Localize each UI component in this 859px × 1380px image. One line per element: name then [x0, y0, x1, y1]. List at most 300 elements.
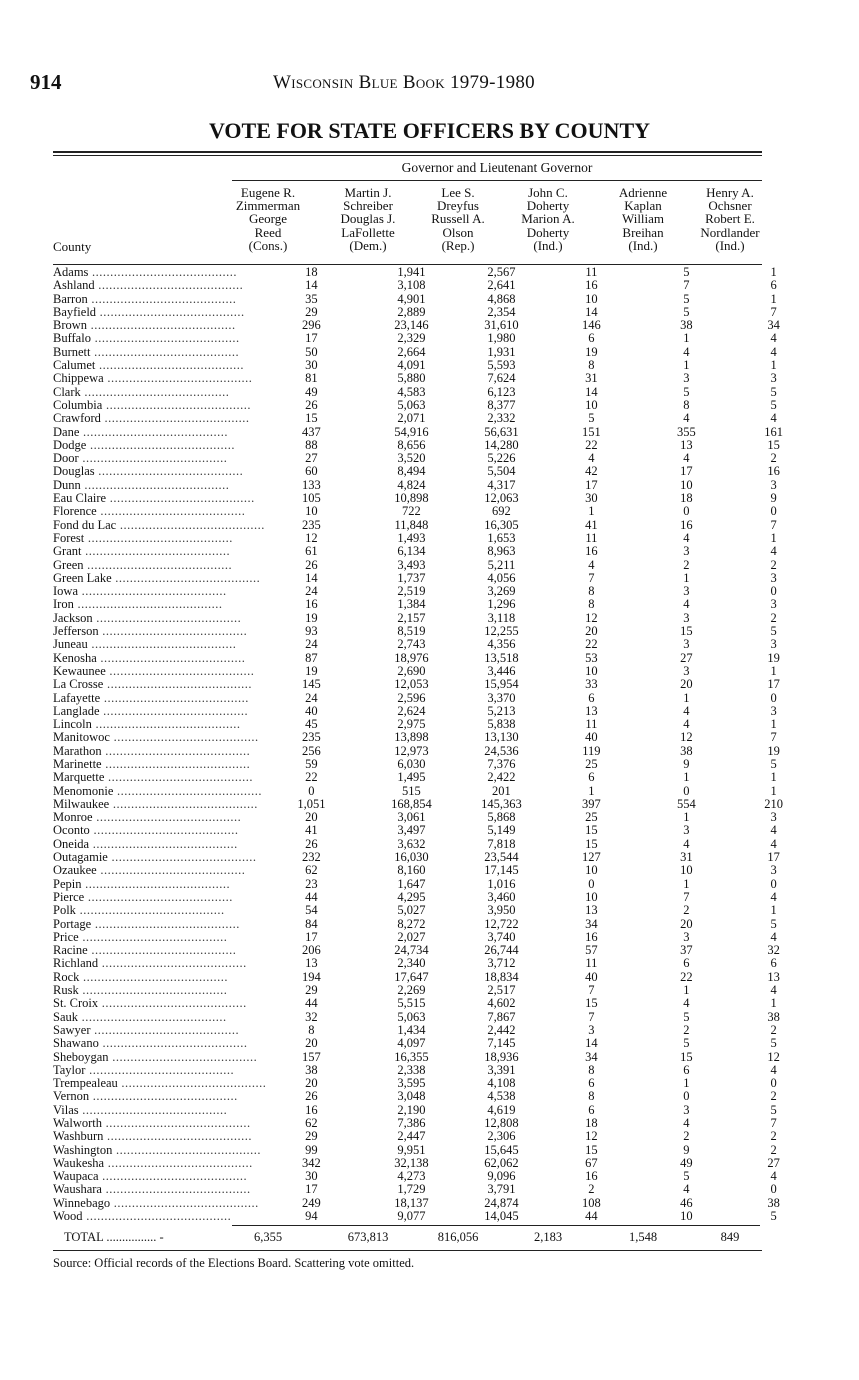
leader-dots: ........................................ [82, 1210, 232, 1224]
vote-cell: 31,610 [484, 319, 519, 333]
vote-cell: 3,632 [397, 837, 426, 851]
county-name: Waukesha [53, 1156, 105, 1170]
leader-dots: ........................................ [98, 957, 247, 971]
vote-cell: 3 [683, 585, 690, 599]
leader-dots: ........................................ [108, 1050, 258, 1064]
county-name: Price [53, 930, 79, 944]
vote-cell: 16 [305, 598, 318, 612]
vote-cell: 6,134 [397, 545, 426, 559]
county-name: Dodge [53, 438, 87, 452]
county-name: Columbia [53, 398, 103, 412]
vote-cell: 3 [770, 372, 777, 386]
county-cell [53, 293, 266, 306]
vote-cell: 119 [582, 744, 601, 758]
vote-cell: 2,338 [397, 1063, 426, 1077]
table-row [53, 612, 813, 625]
vote-cell: 4 [683, 1183, 690, 1197]
county-name: Pierce [53, 890, 85, 904]
county-cell [53, 1090, 266, 1103]
vote-cell: 6 [588, 691, 595, 705]
vote-cell: 16 [585, 930, 598, 944]
total-value: 2,183 [533, 1230, 563, 1244]
vote-cell: 20 [680, 917, 693, 931]
vote-cell: 16 [585, 1170, 598, 1184]
table-row [53, 1157, 813, 1170]
vote-cell: 4 [770, 412, 777, 426]
vote-cell: 2,340 [397, 957, 426, 971]
leader-dots: ........................................ [99, 704, 249, 718]
total-value: 6,355 [253, 1230, 283, 1244]
table-row [53, 785, 813, 798]
vote-cell: 692 [492, 505, 511, 519]
vote-cell: 26,744 [484, 944, 519, 958]
vote-cell: 53 [585, 651, 598, 665]
table-row [53, 293, 813, 306]
vote-cell: 15 [305, 412, 318, 426]
table-row [53, 678, 813, 691]
leader-dots: ........................................ [88, 266, 238, 279]
vote-cell: 20 [305, 811, 318, 825]
vote-cell: 8,519 [397, 625, 426, 639]
column-header-line: Lee S. [441, 185, 475, 200]
vote-cell: 15 [585, 837, 598, 851]
column-header-line: Kaplan [624, 198, 662, 214]
table-row [53, 572, 813, 585]
table-row [53, 386, 813, 399]
table-row [53, 1210, 813, 1223]
vote-cell: 15 [680, 625, 693, 639]
vote-cell: 5 [770, 1037, 777, 1051]
vote-cell: 7 [770, 1117, 777, 1130]
vote-cell: 3 [770, 864, 777, 878]
column-header [223, 186, 313, 252]
table-row [53, 372, 813, 385]
leader-dots: ........................................ [101, 757, 251, 771]
vote-cell: 10,898 [394, 492, 429, 506]
vote-cell: 3,791 [487, 1183, 516, 1197]
vote-cell: 5 [770, 398, 777, 412]
county-cell [53, 465, 266, 478]
county-cell [53, 559, 266, 572]
bottom-rule [53, 1250, 762, 1251]
county-name: Door [53, 452, 79, 466]
vote-cell: 249 [302, 1196, 321, 1210]
vote-cell: 3 [770, 478, 777, 492]
vote-cell: 6,123 [487, 385, 516, 399]
vote-cell: 7 [588, 1010, 595, 1024]
leader-dots: ........................................ [105, 664, 255, 678]
table-row [53, 279, 813, 292]
county-name: Sawyer [53, 1023, 91, 1037]
county-cell [53, 957, 266, 970]
county-name: Winnebago [53, 1196, 111, 1210]
vote-cell: 18 [680, 492, 693, 506]
county-name: Florence [53, 505, 97, 519]
column-header-line: (Ind.) [533, 237, 563, 253]
county-name: Marquette [53, 771, 105, 785]
table-row [53, 638, 813, 651]
vote-cell: 1 [770, 266, 777, 279]
vote-cell: 4,602 [487, 997, 516, 1011]
column-header-line: Adrienne [618, 185, 668, 200]
vote-cell: 20 [305, 1077, 318, 1091]
county-cell [53, 918, 266, 931]
vote-cell: 87 [305, 651, 318, 665]
leader-dots: ........................................ [90, 1023, 240, 1037]
vote-cell: 1 [683, 359, 690, 373]
vote-cell: 4,273 [397, 1170, 426, 1184]
vote-cell: 1,434 [397, 1023, 426, 1037]
vote-cell: 7,386 [397, 1117, 426, 1130]
county-cell [53, 572, 266, 585]
vote-cell: 16 [680, 518, 693, 532]
county-name: Juneau [53, 638, 88, 652]
vote-cell: 26 [305, 558, 318, 572]
vote-cell: 206 [302, 944, 321, 958]
county-name: Iowa [53, 585, 78, 599]
vote-cell: 5 [683, 385, 690, 399]
county-cell [53, 997, 266, 1010]
vote-cell: 2,354 [487, 305, 516, 319]
vote-cell: 2 [683, 558, 690, 572]
vote-cell: 3,497 [397, 824, 426, 838]
vote-cell: 27 [767, 1156, 780, 1170]
leader-dots: ........................................ [101, 1117, 251, 1130]
vote-cell: 4 [683, 452, 690, 466]
vote-cell: 3 [683, 664, 690, 678]
vote-cell: 14 [305, 279, 318, 293]
vote-cell: 22 [305, 771, 318, 785]
vote-cell: 12,973 [394, 744, 429, 758]
vote-cell: 29 [305, 1130, 318, 1144]
vote-cell: 10 [305, 505, 318, 519]
vote-cell: 14 [585, 385, 598, 399]
vote-cell: 5,213 [487, 704, 516, 718]
county-cell [53, 598, 266, 611]
leader-dots: ........................................ [117, 1077, 267, 1091]
leader-dots: ........................................ [95, 359, 244, 373]
vote-cell: 8 [588, 359, 595, 373]
vote-cell: 2 [770, 452, 777, 466]
county-name: Portage [53, 917, 92, 931]
county-name: Dunn [53, 478, 81, 492]
table-row [53, 652, 813, 665]
vote-cell: 12 [585, 611, 598, 625]
vote-cell: 105 [302, 492, 321, 506]
vote-cell: 4 [683, 1117, 690, 1130]
vote-cell: 8 [308, 1023, 315, 1037]
vote-cell: 24 [305, 638, 318, 652]
vote-cell: 12 [585, 1130, 598, 1144]
vote-cell: 35 [305, 292, 318, 306]
top-rule-2 [53, 155, 762, 156]
leader-dots: ........................................ [103, 372, 253, 386]
vote-cell: 11 [585, 957, 598, 971]
vote-cell: 554 [677, 797, 696, 811]
group-header: Governor and Lieutenant Governor [401, 160, 593, 175]
vote-cell: 5,063 [397, 1010, 426, 1024]
vote-cell: 3,712 [487, 957, 516, 971]
leader-dots: ........................................ [103, 1130, 252, 1144]
vote-cell: 6,030 [397, 757, 426, 771]
vote-cell: 7 [770, 305, 777, 319]
vote-cell: 133 [302, 478, 321, 492]
leader-dots: ........................................ [78, 984, 228, 998]
vote-cell: 5,211 [487, 558, 516, 572]
leader-dots: ........................................ [102, 398, 251, 412]
vote-cell: 54,916 [394, 425, 429, 439]
vote-cell: 13,518 [484, 651, 519, 665]
vote-cell: 5,593 [487, 359, 516, 373]
vote-cell: 3,118 [487, 611, 516, 625]
column-header-line: Olson [442, 224, 474, 240]
vote-cell: 18,976 [394, 651, 429, 665]
leader-dots: ........................................ [90, 345, 240, 359]
county-name: Polk [53, 904, 76, 918]
leader-dots: ........................................ [116, 518, 265, 532]
vote-cell: 50 [305, 345, 318, 359]
vote-cell: 7 [683, 279, 690, 293]
leader-dots: ........................................ [94, 465, 244, 479]
vote-cell: 2,624 [397, 704, 426, 718]
table-row [53, 439, 813, 452]
vote-cell: 16,030 [394, 851, 429, 865]
vote-cell: 8,656 [397, 438, 426, 452]
vote-cell: 4,538 [487, 1090, 516, 1104]
county-name: Ashland [53, 279, 95, 293]
vote-cell: 5 [770, 1103, 777, 1117]
vote-cell: 22 [585, 638, 598, 652]
county-name: Bayfield [53, 305, 97, 319]
table-row [53, 359, 813, 372]
leader-dots: ........................................ [84, 531, 233, 545]
vote-cell: 24,734 [394, 944, 429, 958]
table-row [53, 944, 813, 957]
leader-dots: ........................................ [78, 452, 228, 466]
vote-cell: 4,295 [397, 890, 426, 904]
vote-cell: 3,520 [397, 452, 426, 466]
county-name: Jackson [53, 611, 93, 625]
county-cell [53, 731, 266, 744]
county-cell [53, 771, 266, 784]
county-name: Brown [53, 319, 88, 333]
leader-dots: ........................................ [101, 744, 251, 758]
vote-cell: 93 [305, 625, 318, 639]
vote-cell: 23,146 [394, 319, 429, 333]
vote-cell: 17 [305, 332, 318, 346]
vote-cell: 5,515 [397, 997, 426, 1011]
vote-cell: 1,980 [487, 332, 516, 346]
county-cell [53, 505, 266, 518]
vote-cell: 0 [683, 505, 690, 519]
vote-cell: 24,536 [484, 744, 519, 758]
table-row [53, 838, 813, 851]
vote-cell: 6 [588, 1103, 595, 1117]
vote-cell: 19 [767, 744, 780, 758]
vote-cell: 5,149 [487, 824, 516, 838]
leader-dots: ........................................ [84, 890, 233, 904]
total-top-rule [232, 1225, 760, 1226]
vote-cell: 1,296 [487, 598, 516, 612]
county-cell [53, 878, 266, 891]
vote-cell: 127 [582, 851, 601, 865]
page-number: 914 [30, 70, 62, 94]
table-row [53, 585, 813, 598]
county-name: Walworth [53, 1117, 102, 1130]
table-row [53, 545, 813, 558]
vote-cell: 1 [770, 359, 777, 373]
vote-cell: 3,061 [397, 811, 426, 825]
vote-cell: 1 [588, 784, 595, 798]
vote-cell: 5 [770, 917, 777, 931]
vote-cell: 0 [770, 691, 777, 705]
vote-cell: 2 [683, 1023, 690, 1037]
county-name: Dane [53, 425, 80, 439]
county-cell [53, 306, 266, 319]
vote-cell: 14,280 [484, 438, 519, 452]
leader-dots: ........................................ [83, 558, 233, 572]
column-header [413, 186, 503, 252]
vote-cell: 9 [770, 492, 777, 506]
vote-cell: 1 [770, 904, 777, 918]
column-header [323, 186, 413, 252]
vote-cell: 4,056 [487, 571, 516, 585]
leader-dots: ........................................ [86, 438, 235, 452]
vote-cell: 3 [683, 372, 690, 386]
column-header [503, 186, 593, 252]
vote-cell: 3 [683, 638, 690, 652]
vote-cell: 18 [305, 266, 318, 279]
vote-cell: 2,190 [397, 1103, 426, 1117]
vote-cell: 62 [305, 864, 318, 878]
vote-cell: 7 [770, 518, 777, 532]
county-name: Marinette [53, 757, 102, 771]
vote-table-body [53, 266, 813, 1223]
leader-dots: ........................................ [101, 1183, 251, 1197]
table-row [53, 519, 813, 532]
county-cell [53, 678, 266, 691]
county-name: Buffalo [53, 332, 91, 346]
column-header-line: (Ind.) [715, 237, 745, 253]
county-cell [53, 386, 266, 399]
column-header-line: (Ind.) [628, 237, 658, 253]
vote-cell: 17 [585, 478, 598, 492]
vote-cell: 27 [680, 651, 693, 665]
county-name: Clark [53, 385, 81, 399]
table-row [53, 705, 813, 718]
leader-dots: ........................................ [113, 784, 263, 798]
vote-cell: 1 [770, 771, 777, 785]
column-header-line: LaFollette [341, 224, 395, 240]
vote-cell: 99 [305, 1143, 318, 1157]
vote-cell: 26 [305, 1090, 318, 1104]
vote-cell: 151 [582, 425, 601, 439]
county-name: Oconto [53, 824, 90, 838]
vote-cell: 14 [305, 571, 318, 585]
vote-cell: 161 [764, 425, 784, 439]
county-name: Langlade [53, 704, 100, 718]
column-header-line: Marion A. [521, 211, 575, 227]
leader-dots: ........................................ [110, 1196, 259, 1210]
vote-cell: 17 [767, 851, 780, 865]
table-row [53, 1117, 813, 1130]
vote-cell: 2,596 [397, 691, 426, 705]
vote-cell: 3,950 [487, 904, 516, 918]
county-cell [53, 346, 266, 359]
vote-cell: 3 [770, 598, 777, 612]
vote-cell: 15 [680, 1050, 693, 1064]
county-name: Lincoln [53, 718, 92, 732]
vote-cell: 17 [305, 930, 318, 944]
vote-cell: 7 [683, 890, 690, 904]
table-row [53, 864, 813, 877]
vote-cell: 0 [683, 784, 690, 798]
vote-cell: 19 [305, 664, 318, 678]
vote-cell: 32 [767, 944, 780, 958]
vote-cell: 3,595 [397, 1077, 426, 1091]
vote-table [53, 266, 813, 1223]
vote-cell: 145,363 [481, 797, 522, 811]
vote-cell: 4,824 [397, 478, 426, 492]
vote-cell: 6 [683, 957, 690, 971]
vote-cell: 5 [770, 1210, 777, 1224]
leader-dots: ........................................ [109, 797, 258, 811]
vote-cell: 722 [402, 505, 421, 519]
vote-cell: 5 [770, 385, 777, 399]
vote-cell: 4 [770, 824, 777, 838]
county-name: St. Croix [53, 997, 99, 1011]
vote-cell: 10 [585, 398, 598, 412]
county-name: Menomonie [53, 784, 114, 798]
vote-cell: 29 [305, 984, 318, 998]
column-header-line: Ochsner [708, 198, 752, 214]
total-label [64, 1230, 164, 1245]
leader-dots: ........................................ [89, 824, 239, 838]
county-name: Eau Claire [53, 492, 107, 506]
vote-cell: 1,941 [397, 266, 426, 279]
county-name: Forest [53, 531, 85, 545]
vote-cell: 8 [588, 1090, 595, 1104]
running-head-w: W [273, 72, 292, 93]
vote-cell: 32 [305, 1010, 318, 1024]
vote-cell: 397 [582, 797, 601, 811]
county-cell [53, 1170, 266, 1183]
table-row [53, 931, 813, 944]
vote-cell: 1,051 [297, 797, 326, 811]
vote-cell: 5 [683, 1170, 690, 1184]
vote-cell: 4 [683, 345, 690, 359]
vote-cell: 3 [683, 611, 690, 625]
vote-cell: 4,108 [487, 1077, 516, 1091]
county-name: Oneida [53, 837, 90, 851]
table-row [53, 1090, 813, 1103]
county-name: Trempealeau [53, 1077, 118, 1091]
vote-cell: 3,370 [487, 691, 516, 705]
county-cell [53, 718, 266, 731]
vote-cell: 8 [588, 1063, 595, 1077]
vote-cell: 4 [683, 718, 690, 732]
vote-cell: 8,494 [397, 465, 426, 479]
vote-cell: 18,936 [484, 1050, 519, 1064]
vote-cell: 9 [683, 757, 690, 771]
leader-dots: ........................................ [92, 811, 242, 825]
vote-cell: 1,016 [487, 877, 516, 891]
vote-cell: 2,329 [397, 332, 426, 346]
vote-cell: 2 [588, 1183, 595, 1197]
vote-cell: 4 [770, 984, 777, 998]
vote-cell: 3,740 [487, 930, 516, 944]
vote-cell: 355 [677, 425, 696, 439]
